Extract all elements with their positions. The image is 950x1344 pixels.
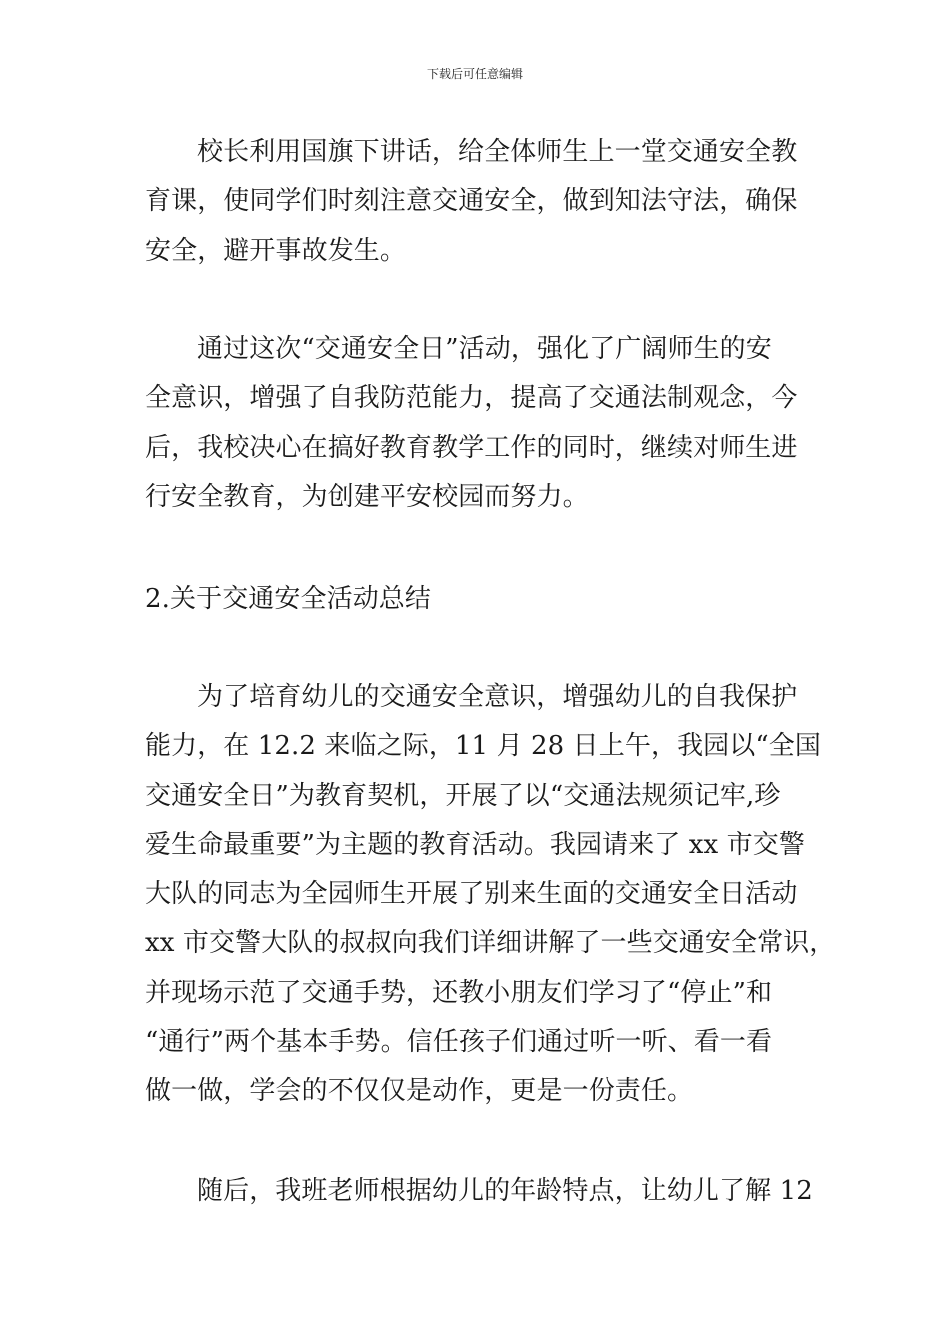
- paragraph-principal-speech: [145, 128, 815, 276]
- paragraph-line: 后，我校决心在搞好教育教学工作的同时，继续对师生进: [145, 432, 798, 463]
- paragraph-line: 全意识，增强了自我防范能力，提高了交通法制观念，今: [145, 383, 798, 414]
- paragraph-line: 大队的同志为全园师生开展了别来生面的交通安全日活动: [145, 879, 798, 910]
- paragraph-line: 并现场示范了交通手势，还教小朋友们学习了“停止”和: [145, 977, 773, 1008]
- paragraph-line: 安全，避开事故发生。: [145, 235, 407, 266]
- section-heading: [145, 575, 815, 624]
- paragraph-line: xx 市交警大队的叔叔向我们详细讲解了一些交通安全常识，: [145, 928, 836, 959]
- paragraph-line: 育课，使同学们时刻注意交通安全，做到知法守法，确保: [145, 186, 798, 217]
- paragraph-class-followup: [145, 1167, 815, 1216]
- paragraph-line: “通行”两个基本手势。信任孩子们通过听一听、看一看: [145, 1027, 773, 1058]
- paragraph-line: 能力，在 12.2 来临之际，11 月 28 日上午，我园以“全国: [145, 731, 821, 762]
- paragraph-activity-result: [145, 325, 815, 522]
- page-header-caption: 下载后可任意编辑: [426, 67, 523, 81]
- paragraph-line: 校长利用国旗下讲话，给全体师生上一堂交通安全教: [197, 137, 798, 167]
- paragraph-line: 行安全教育，为创建平安校园而努力。: [145, 481, 589, 512]
- section-heading-text: 2.关于交通安全活动总结: [145, 584, 432, 614]
- paragraph-line: 交通安全日”为教育契机，开展了以“交通法规须记牢,珍: [145, 780, 781, 811]
- paragraph-line: 爱生命最重要”为主题的教育活动。我园请来了 xx 市交警: [145, 829, 805, 860]
- paragraph-line: 做一做，学会的不仅仅是动作，更是一份责任。: [145, 1076, 694, 1107]
- paragraph-kindergarten-activity: [145, 673, 836, 1117]
- paragraph-line: 随后，我班老师根据幼儿的年龄特点，让幼儿了解 12: [197, 1176, 813, 1206]
- paragraph-line: 通过这次“交通安全日”活动，强化了广阔师生的安: [197, 334, 772, 364]
- paragraph-line: 为了培育幼儿的交通安全意识，增强幼儿的自我保护: [197, 682, 798, 712]
